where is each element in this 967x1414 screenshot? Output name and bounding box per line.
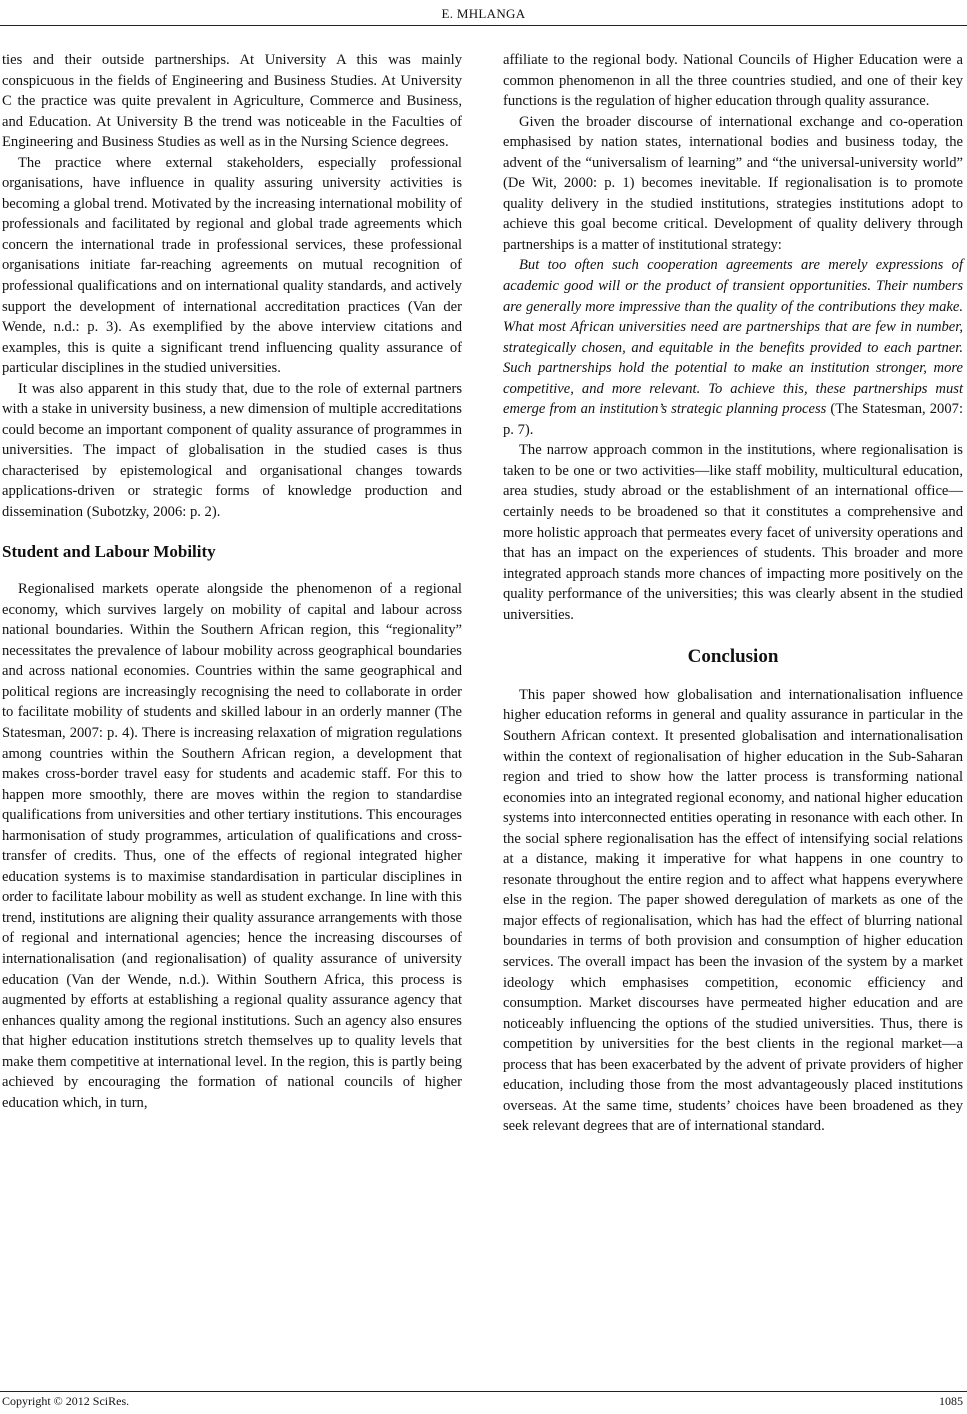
running-head: E. MHLANGA — [441, 6, 526, 21]
paragraph: The practice where external stakeholders, especially professional organisations, have influence in quality assuring university activities is becoming a global trend. Motivated by the increasing international mobility of professionals and facilitated by regional and global trade agreements which concern the international trade in professional services, these professional organisations initiate far-reaching agreements on mutual recognition of professional qualifications and on international quality standards, and actively support the development of international accreditation practices (Van der Wende, n.d.: p. 3). As exemplified by the above interview citations and examples, this is quite a significant trend influencing quality assurance of particular disciplines in the studied universities. — [2, 154, 462, 377]
page-number: 1085 — [939, 1394, 963, 1408]
right-column — [503, 50, 963, 1137]
quote-text: But too often such cooperation agreements are merely expressions of academic good will or the product of transient opportunities. Their numbers are generally more impressive than the quality of the contributions they make. What most African universities need are partnerships that are few in number, strategically chosen, and equitable in the benefits provided to each partner. Such partnerships hold the potential to make an institution stronger, more competitive, and more relevant. To achieve this, these partnerships must emerge from an institution’s strategic planning process — [503, 257, 963, 418]
section-heading-conclusion: Conclusion — [687, 646, 779, 668]
paragraph: Regionalised markets operate alongside the phenomenon of a regional economy, which survives largely on mobility of capital and labour across national boundaries. Within the Southern African region, this “regionality” necessitates the prevalence of labour mobility across geographical boundaries and across national economies. Countries within the same geographical and political regions are increasingly recognising the need to collaborate in order to facilitate mobility of students and skilled labour in an orderly manner (The Statesman, 2007: p. 4). There is increasing relaxation of migration regulations among countries within the Southern African region, a development that makes cross-border travel easy for students and academic staff. For this to happen more smoothly, there are moves within the region to standardise qualifications from universities and other tertiary institutions. This encourages harmonisation of study programmes, articulation of qualifications and cross-transfer of credits. Thus, one of the effects of regional integrated higher education systems is to maximise standardisation in particular disciplines in order to facilitate labour mobility as well as student exchange. In line with this trend, institutions are aligning their quality assurance arrangements with those of regional and international agencies; hence the increasing discourses of internationalisation (and regionalisation) of quality assurance of university education (Van der Wende, n.d.). Within Southern Africa, this process is augmented by efforts at establishing a regional quality assurance agency that enhances quality among the regional institutions. Such an agency also ensures that higher education institutions stretch themselves up to quality levels that make them competitive at international level. In the region, this is partly being achieved by encouraging the formation of national councils of higher education which, in turn, — [2, 581, 462, 1111]
footer-rule — [0, 1391, 967, 1392]
left-column — [2, 50, 462, 1113]
paragraph: The narrow approach common in the institutions, where regionalisation is taken to be one or two activities—like staff mobility, multicultural education, area studies, study abroad or the establishment of an international office—certainly needs to be broadened so that it constitutes a comprehensive and more holistic approach that permeates every facet of university operations and that has an impact on the experiences of students. This broader and more integrated approach stands more chances of impacting more positively on the quality performance of the universities; this was clearly absent in the studied universities. — [503, 442, 963, 623]
paragraph: ties and their outside partnerships. At University A this was mainly conspicuous in the fields of Engineering and Business Studies. At University C the practice was quite prevalent in Agriculture, Commerce and Business, and Education. At University B the trend was noticeable in the Faculties of Engineering and Business Studies as well as in the Nursing Science degrees. — [2, 52, 462, 151]
section-heading-student-labour-mobility: Student and Labour Mobility — [2, 541, 216, 561]
copyright-notice: Copyright © 2012 SciRes. — [2, 1394, 130, 1408]
quote-citation: (The Statesman, 2007: p. 7). — [503, 401, 963, 438]
paragraph: It was also apparent in this study that, due to the role of external partners with a stake in university business, a new dimension of multiple accreditations could become an important component of quality assurance of programmes in universities. The impact of globalisation in the studied cases is thus characterised by epistemological and organisational changes towards applications-driven or strategic forms of knowledge production and dissemination (Subotzky, 2006: p. 2). — [2, 380, 462, 521]
block-quote — [503, 255, 963, 440]
paragraph: This paper showed how globalisation and internationalisation influence higher education reforms in general and quality assurance in particular in the Southern African context. It presented globalisation and internationalisation within the context of regionalisation of higher education in the Sub-Saharan region and tried to show how the latter process is transforming national economies into an integrated regional economy, and national higher education systems into interconnected entities operating in resonance with each other. In the social sphere regionalisation has the effect of intensifying social relations at a distance, making it imperative for what happens in one country to resonate throughout the entire region and to affect what happens everywhere else in the region. The paper showed deregulation of markets as one of the major effects of regionalisation, which has had the effect of blurring national boundaries in terms of both provision and consumption of higher education services. The overall impact has been the invasion of the system by a market ideology which emphasises competition, economic efficiency and consumption. Market discourses have permeated higher education and are noticeably influencing the options of the studied universities. Thus, there is competition by universities for the best clients in the regional market—a process that has been exacerbated by the advent of private providers of higher education, including those from the most advantageously placed institutions overseas. At the same time, students’ choices have been broadened as they seek relevant degrees that are of international standard. — [503, 686, 963, 1135]
paragraph: affiliate to the regional body. National Councils of Higher Education were a common phenomenon in all the three countries studied, and one of their key functions is the regulation of higher education through quality assurance. — [503, 52, 963, 110]
paragraph: Given the broader discourse of international exchange and co-operation emphasised by nation states, international bodies and business today, the advent of the “universalism of learning” and “the universal-university world” (De Wit, 2000: p. 1) becomes inevitable. If regionalisation is to promote quality delivery in the studied institutions, strategies institutions adopt to achieve this goal become critical. Development of quality delivery through partnerships is a matter of institutional strategy: — [503, 113, 963, 253]
header-rule — [0, 25, 967, 26]
